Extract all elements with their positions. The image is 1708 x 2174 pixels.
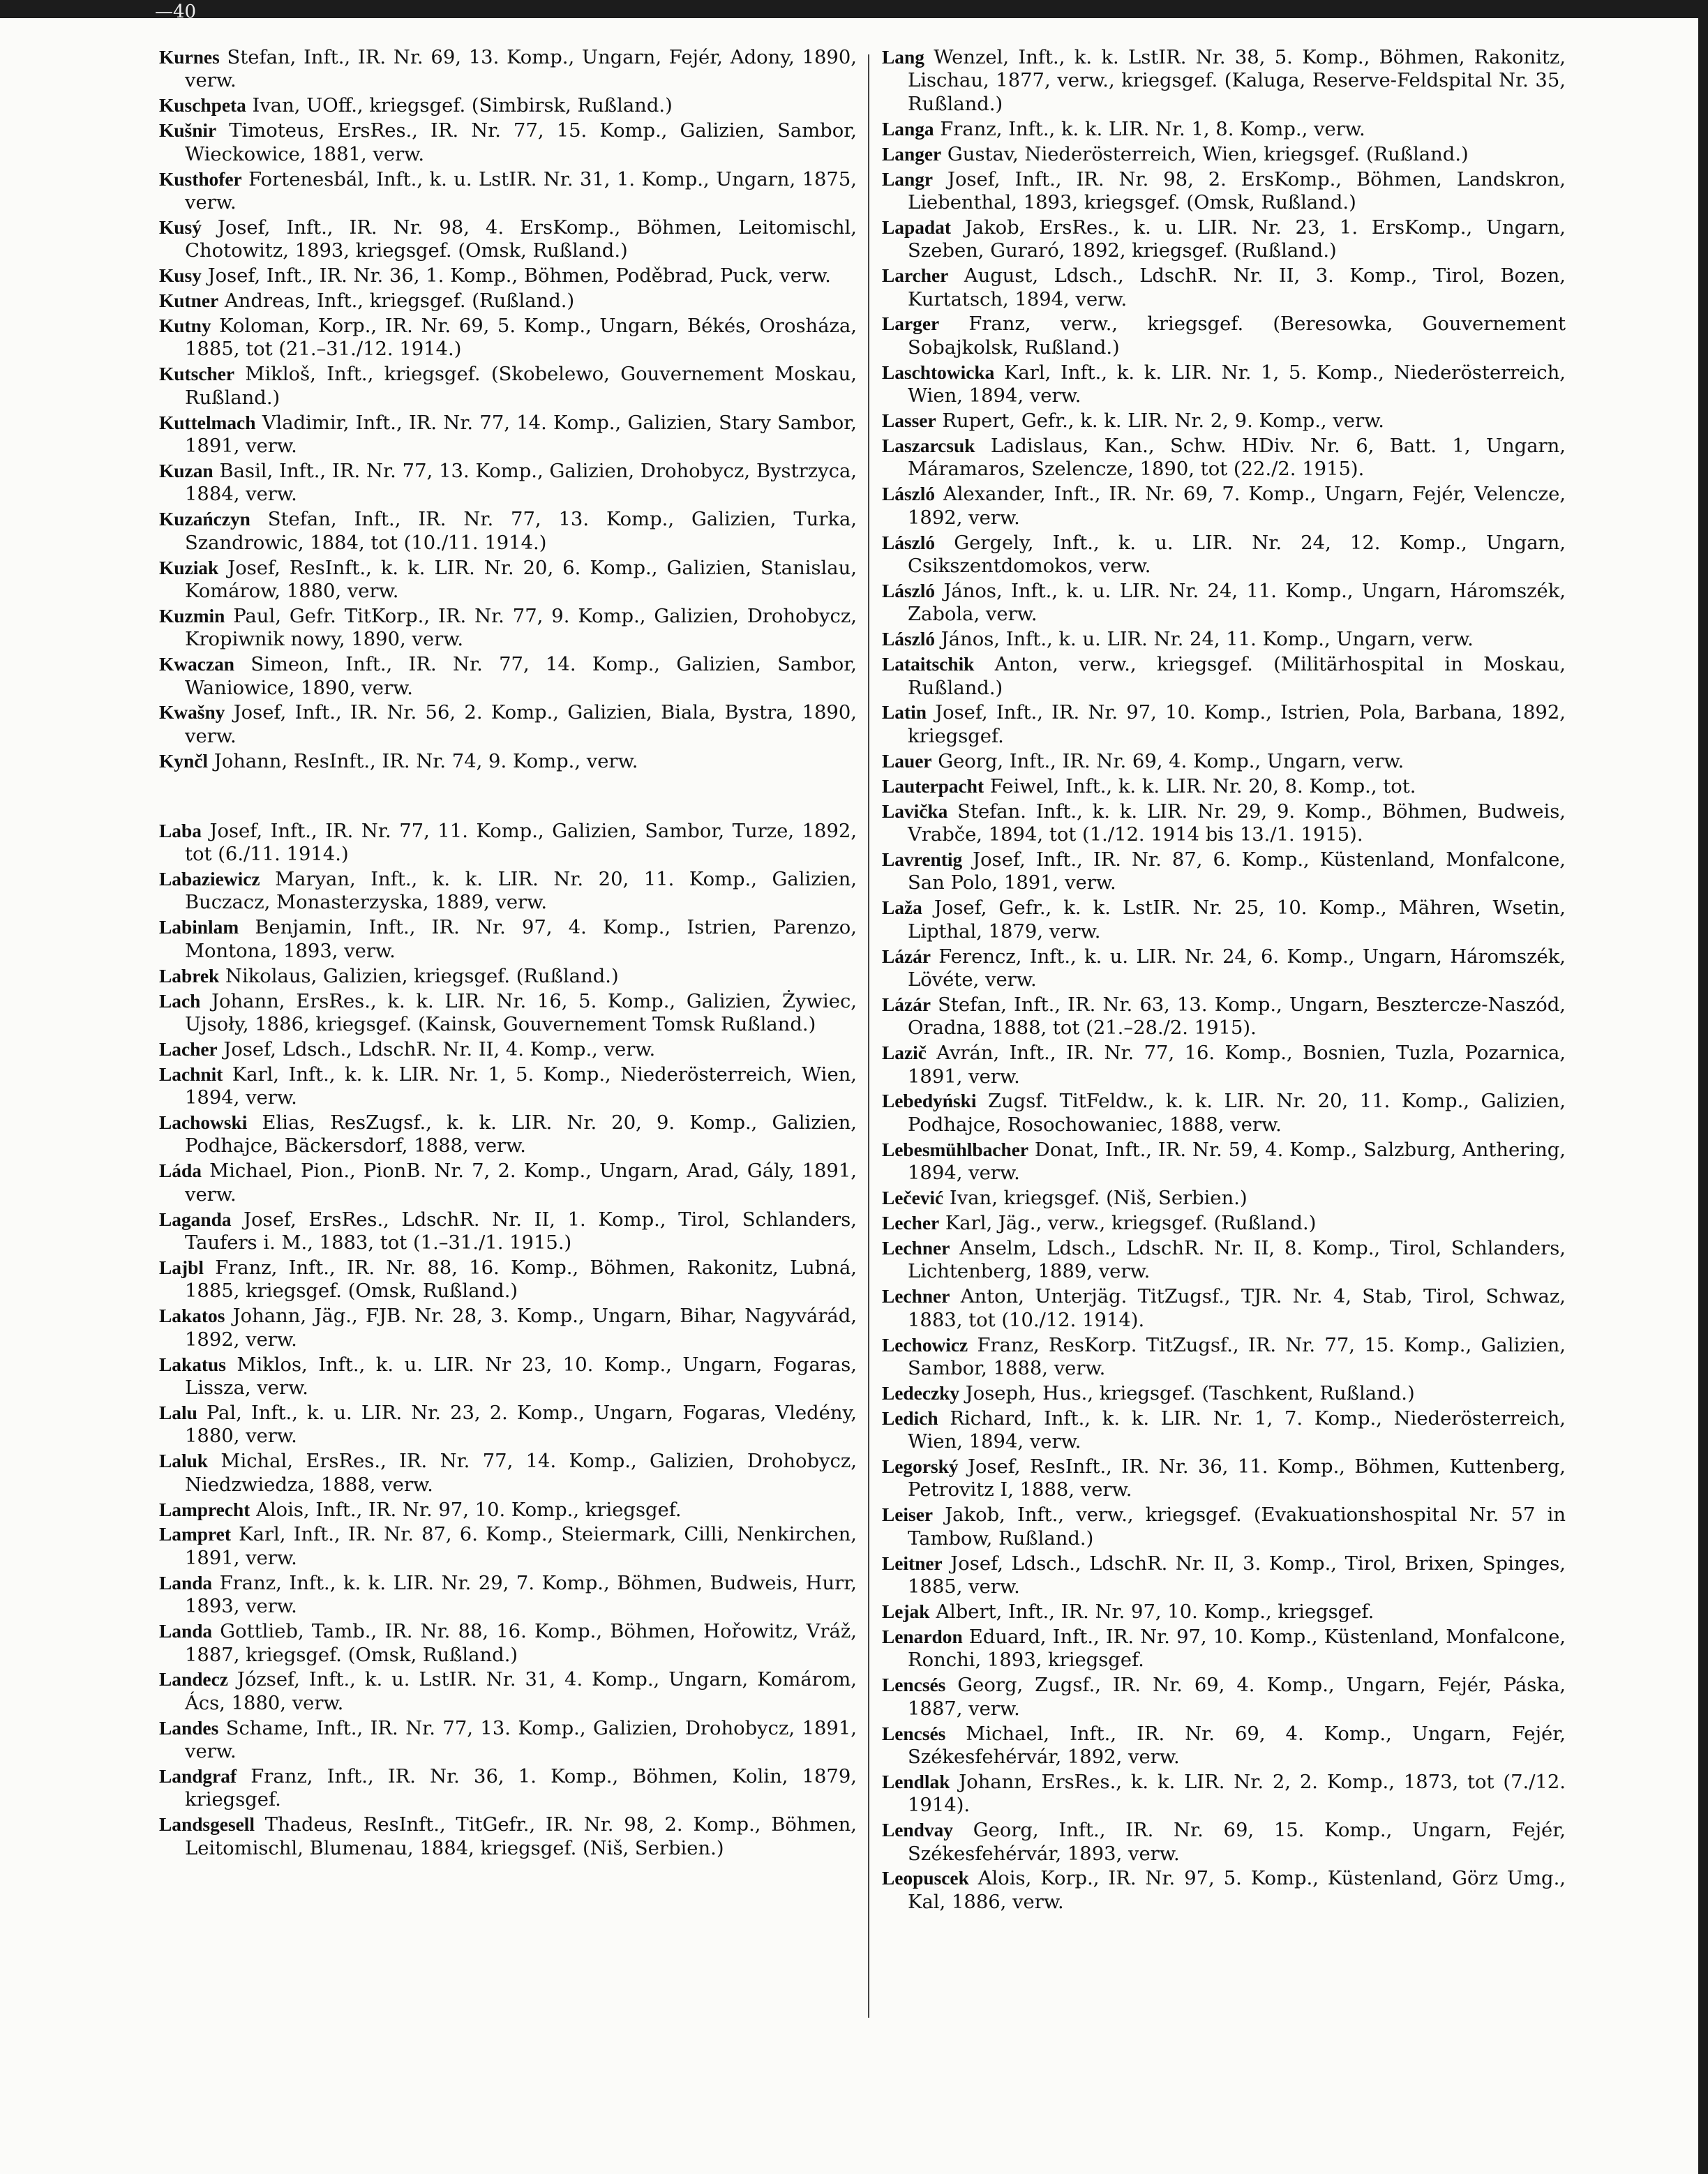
entry-surname: Langr (882, 168, 934, 190)
entry-surname: Lang (882, 47, 924, 68)
entry-details: Feiwel, Inft., k. k. LIR. Nr. 20, 8. Komp., tot. (984, 775, 1416, 797)
casualty-entry (159, 460, 857, 507)
entry-surname: Lebedyński (882, 1090, 977, 1112)
entry-surname: Lencsés (882, 1723, 946, 1744)
entry-details: Schame, Inft., IR. Nr. 77, 13. Komp., Galizien, Drohobycz, 1891, verw. (185, 1717, 857, 1763)
entry-details: Georg, Zugsf., IR. Nr. 69, 4. Komp., Ungarn, Fejér, Páska, 1887, verw. (908, 1674, 1566, 1720)
entry-surname: Lázár (882, 945, 931, 967)
entry-details: Donat, Inft., IR. Nr. 59, 4. Komp., Salzburg, Anthering, 1894, verw. (908, 1139, 1566, 1185)
casualty-entry (882, 1455, 1566, 1502)
casualty-entry (882, 1819, 1566, 1866)
casualty-entry (882, 1723, 1566, 1769)
entry-details: Simeon, Inft., IR. Nr. 77, 14. Komp., Galizien, Sambor, Waniowice, 1890, verw. (185, 654, 857, 699)
scan-border-top (0, 0, 1708, 18)
entry-details: Franz, Inft., IR. Nr. 88, 16. Komp., Böhmen, Rakonitz, Lubná, 1885, kriegsgef. (Omsk, Rußland.) (185, 1257, 857, 1303)
casualty-entry (159, 1620, 857, 1667)
entry-details: August, Ldsch., LdschR. Nr. II, 3. Komp., Tirol, Bozen, Kurtatsch, 1894, verw. (908, 265, 1566, 310)
entry-surname: Kuzmin (159, 605, 225, 627)
casualty-entry (159, 119, 857, 166)
casualty-entry (882, 945, 1566, 992)
entry-details: Andreas, Inft., kriegsgef. (Rußland.) (218, 290, 575, 313)
entry-surname: Landsgesell (159, 1814, 255, 1836)
casualty-entry (159, 916, 857, 963)
entry-details: Gustav, Niederösterreich, Wien, kriegsgef. (Rußland.) (941, 143, 1469, 165)
entry-surname: Lajbl (159, 1257, 204, 1278)
casualty-entry (882, 750, 1566, 773)
entry-surname: Lavička (882, 800, 948, 822)
entry-surname: Landa (159, 1572, 213, 1594)
entry-surname: Laluk (159, 1450, 209, 1472)
entry-details: Vladimir, Inft., IR. Nr. 77, 14. Komp., Galizien, Stary Sambor, 1891, verw. (185, 412, 857, 457)
entry-details: Benjamin, Inft., IR. Nr. 97, 4. Komp., Istrien, Parenzo, Montona, 1893, verw. (185, 917, 857, 962)
casualty-entry (882, 1237, 1566, 1284)
entry-surname: László (882, 483, 936, 505)
entry-details: Rupert, Gefr., k. k. LIR. Nr. 2, 9. Komp., verw. (936, 410, 1385, 433)
entry-surname: Leopuscek (882, 1868, 969, 1889)
entry-details: Josef, Inft., IR. Nr. 98, 2. ErsKomp., Böhmen, Landskron, Liebenthal, 1893, kriegsgef. (Omsk, Rußland.) (908, 168, 1566, 213)
casualty-entry (882, 168, 1566, 215)
entry-surname: Kuttelmach (159, 412, 256, 433)
entry-details: Stefan, Inft., IR. Nr. 77, 13. Komp., Galizien, Turka, Szandrowic, 1884, tot (10./11. 1914.) (185, 509, 857, 554)
casualty-entry (159, 1450, 857, 1497)
casualty-entry (882, 1212, 1566, 1235)
entry-details: József, Inft., k. u. LstIR. Nr. 31, 4. Komp., Ungarn, Komárom, Ács, 1880, verw. (185, 1669, 857, 1714)
entry-details: Ivan, kriegsgef. (Niš, Serbien.) (943, 1187, 1248, 1210)
casualty-entry (882, 410, 1566, 433)
entry-details: Anselm, Ldsch., LdschR. Nr. II, 8. Komp., Tirol, Schlanders, Lichtenberg, 1889, verw. (908, 1237, 1566, 1283)
entry-surname: Landes (159, 1717, 219, 1739)
entry-details: Zugsf. TitFeldw., k. k. LIR. Nr. 20, 11. Komp., Galizien, Podhajce, Rosochowaniec, 1888, verw. (908, 1090, 1566, 1136)
casualty-entry (882, 628, 1566, 651)
entry-surname: Kuzan (159, 460, 214, 481)
entry-surname: Lapadat (882, 216, 951, 238)
casualty-entry (159, 820, 857, 867)
entry-surname: Labinlam (159, 917, 239, 938)
casualty-entry (882, 143, 1566, 166)
casualty-entry (159, 1038, 857, 1061)
entry-surname: Lalu (159, 1402, 197, 1423)
casualty-entry (882, 848, 1566, 895)
entry-details: Basil, Inft., IR. Nr. 77, 13. Komp., Galizien, Drohobycz, Bystrzyca, 1884, verw. (185, 460, 857, 506)
casualty-entry (159, 1523, 857, 1570)
entry-surname: Kwašny (159, 702, 225, 724)
entry-surname: Kusthofer (159, 168, 242, 190)
entry-details: Joseph, Hus., kriegsgef. (Taschkent, Rußland.) (959, 1382, 1415, 1404)
casualty-entry (882, 483, 1566, 530)
casualty-entry (882, 361, 1566, 408)
casualty-entry (882, 1090, 1566, 1137)
entry-details: Ladislaus, Kan., Schw. HDiv. Nr. 6, Batt. 1, Ungarn, Máramaros, Szelencze, 1890, tot (22./2. 1915). (908, 435, 1566, 481)
right-column (882, 46, 1566, 1916)
casualty-entry (882, 264, 1566, 311)
entry-surname: Kutner (159, 290, 219, 312)
entry-details: Elias, ResZugsf., k. k. LIR. Nr. 20, 9. Komp., Galizien, Podhajce, Bäckersdorf, 1888, verw. (185, 1112, 857, 1157)
entry-details: Eduard, Inft., IR. Nr. 97, 10. Komp., Küstenland, Monfalcone, Ronchi, 1893, kriegsgef. (908, 1626, 1566, 1672)
entry-surname: Kuzańczyn (159, 509, 250, 530)
entry-details: Michael, Pion., PionB. Nr. 7, 2. Komp., Ungarn, Arad, Gály, 1891, verw. (185, 1160, 857, 1206)
entry-surname: Labaziewicz (159, 869, 260, 890)
casualty-entry (159, 1402, 857, 1448)
casualty-entry (882, 1334, 1566, 1381)
entry-surname: Kuschpeta (159, 95, 246, 117)
entry-details: Maryan, Inft., k. k. LIR. Nr. 20, 11. Komp., Galizien, Buczacz, Monasterzyska, 1889, verw. (185, 869, 857, 914)
entry-surname: Langer (882, 143, 942, 165)
casualty-entry (159, 315, 857, 361)
casualty-entry (159, 168, 857, 215)
entry-details: Ferencz, Inft., k. u. LIR. Nr. 24, 6. Komp., Ungarn, Háromszék, Lövéte, verw. (908, 945, 1566, 991)
entry-surname: Lendvay (882, 1820, 953, 1841)
entry-surname: Kusý (159, 216, 202, 238)
section-gap (159, 775, 857, 820)
entry-surname: Leitner (882, 1552, 943, 1574)
casualty-entry (159, 750, 857, 773)
entry-surname: Lencsés (882, 1674, 946, 1696)
entry-surname: Landgraf (159, 1766, 237, 1787)
entry-surname: Lampret (159, 1524, 231, 1545)
casualty-entry (159, 557, 857, 604)
casualty-entry (159, 1765, 857, 1812)
entry-surname: László (882, 532, 936, 553)
entry-details: Johann, ErsRes., k. k. LIR. Nr. 2, 2. Komp., 1873, tot (7./12. 1914). (908, 1771, 1566, 1817)
casualty-entry (159, 653, 857, 700)
entry-details: Nikolaus, Galizien, kriegsgef. (Rußland.) (219, 965, 619, 987)
casualty-entry (159, 46, 857, 93)
entry-details: Karl, Inft., k. k. LIR. Nr. 1, 5. Komp., Niederösterreich, Wien, 1894, verw. (908, 361, 1566, 407)
entry-details: Jakob, ErsRes., k. u. LIR. Nr. 23, 1. ErsKomp., Ungarn, Szeben, Guraró, 1892, kriegsgef. (Rußland.) (908, 216, 1566, 262)
casualty-entry (882, 1407, 1566, 1454)
entry-surname: Laža (882, 897, 922, 919)
entry-surname: Lejak (882, 1601, 930, 1622)
casualty-entry (159, 701, 857, 748)
entry-details: Gergely, Inft., k. u. LIR. Nr. 24, 12. Komp., Ungarn, Csikszentdomokos, verw. (908, 532, 1566, 578)
casualty-entry (159, 1668, 857, 1715)
entry-details: Josef, ErsRes., LdschR. Nr. II, 1. Komp., Tirol, Schlanders, Taufers i. M., 1883, tot (1.–31./1. 1915.) (185, 1208, 857, 1254)
entry-surname: László (882, 629, 936, 650)
entry-surname: Kurnes (159, 47, 220, 68)
column-divider (868, 54, 869, 2018)
casualty-entry (882, 532, 1566, 578)
entry-details: János, Inft., k. u. LIR. Nr. 24, 11. Komp., Ungarn, Háromszék, Zabola, verw. (908, 580, 1566, 626)
casualty-entry (882, 1552, 1566, 1599)
entry-surname: Leiser (882, 1504, 934, 1526)
entry-surname: Langa (882, 118, 934, 140)
entry-surname: Kusy (159, 265, 202, 287)
entry-surname: Kutny (159, 315, 211, 336)
casualty-entry (882, 1042, 1566, 1088)
casualty-entry (159, 412, 857, 458)
entry-details: Miklos, Inft., k. u. LIR. Nr 23, 10. Komp., Ungarn, Fogaras, Lissza, verw. (185, 1354, 857, 1400)
entry-details: Franz, Inft., k. k. LIR. Nr. 1, 8. Komp., verw. (934, 118, 1365, 140)
entry-surname: Lach (159, 990, 201, 1012)
entry-details: Paul, Gefr. TitKorp., IR. Nr. 77, 9. Komp., Galizien, Drohobycz, Kropiwnik nowy, 1890, verw. (185, 605, 857, 651)
left-column (159, 46, 857, 1862)
casualty-entry (882, 994, 1566, 1040)
entry-surname: Lechner (882, 1237, 950, 1259)
entry-surname: Ledich (882, 1407, 938, 1429)
scan-border-right (1698, 0, 1708, 2174)
entry-details: Karl, Inft., IR. Nr. 87, 6. Komp., Steiermark, Cilli, Nenkirchen, 1891, verw. (185, 1524, 857, 1569)
casualty-entry (882, 1867, 1566, 1914)
entry-surname: Kuziak (159, 557, 219, 578)
casualty-entry (882, 435, 1566, 481)
entry-details: Johann, Jäg., FJB. Nr. 28, 3. Komp., Ungarn, Bihar, Nagyvárád, 1892, verw. (185, 1305, 857, 1351)
entry-surname: Lecher (882, 1213, 940, 1234)
entry-surname: Lacher (159, 1038, 218, 1060)
entry-details: Josef, Inft., IR. Nr. 97, 10. Komp., Istrien, Pola, Barbana, 1892, kriegsgef. (908, 702, 1566, 747)
entry-details: Josef, ResInft., k. k. LIR. Nr. 20, 6. Komp., Galizien, Stanislau, Komárow, 1880, verw. (185, 557, 857, 602)
casualty-entry (159, 264, 857, 287)
entry-details: Franz, verw., kriegsgef. (Beresowka, Gouvernement Sobajkolsk, Rußland.) (908, 313, 1566, 359)
casualty-entry (882, 1771, 1566, 1817)
page-number: —40 (155, 1, 197, 22)
casualty-entry (159, 363, 857, 410)
casualty-entry (159, 1257, 857, 1303)
entry-details: Stefan, Inft., IR. Nr. 63, 13. Komp., Ungarn, Besztercze-Naszód, Oradna, 1888, tot (21.–28./2. 1915). (908, 994, 1566, 1040)
entry-surname: Lechner (882, 1286, 950, 1307)
entry-surname: Lauterpacht (882, 775, 984, 797)
entry-details: Timoteus, ErsRes., IR. Nr. 77, 15. Komp., Galizien, Sambor, Wieckowice, 1881, verw. (185, 120, 857, 165)
entry-details: Jakob, Inft., verw., kriegsgef. (Evakuationshospital Nr. 57 in Tambow, Rußland.) (908, 1504, 1566, 1550)
casualty-entry (882, 1285, 1566, 1332)
casualty-entry (159, 1111, 857, 1158)
casualty-entry (159, 965, 857, 988)
entry-surname: Lečević (882, 1187, 944, 1209)
entry-surname: Ledeczky (882, 1382, 960, 1404)
entry-details: Franz, ResKorp. TitZugsf., IR. Nr. 77, 15. Komp., Galizien, Sambor, 1888, verw. (908, 1334, 1566, 1379)
casualty-entry (159, 1063, 857, 1110)
entry-surname: Larcher (882, 265, 949, 287)
entry-details: Karl, Jäg., verw., kriegsgef. (Rußland.) (939, 1213, 1317, 1234)
entry-details: Johann, ErsRes., k. k. LIR. Nr. 16, 5. Komp., Galizien, Żywiec, Ujsoły, 1886, kriegsgef. (Kainsk, Gouvernement Tomsk Rußland.) (185, 990, 857, 1035)
entry-details: Gottlieb, Tamb., IR. Nr. 88, 16. Komp., Böhmen, Hořowitz, Vráž, 1887, kriegsgef. (Omsk, Rußland.) (185, 1621, 857, 1666)
entry-details: Thadeus, ResInft., TitGefr., IR. Nr. 98, 2. Komp., Böhmen, Leitomischl, Blumenau, 1884, kriegsgef. (Niš, Serbien.) (185, 1814, 857, 1859)
casualty-entry (882, 1382, 1566, 1405)
entry-surname: Lakatos (159, 1305, 225, 1327)
entry-surname: Lakatus (159, 1354, 226, 1375)
casualty-entry (882, 216, 1566, 263)
casualty-entry (882, 701, 1566, 748)
entry-surname: Lenardon (882, 1626, 963, 1647)
casualty-entry (159, 1354, 857, 1400)
entry-details: Michal, ErsRes., IR. Nr. 77, 14. Komp., Galizien, Drohobycz, Niedzwiedza, 1888, verw. (185, 1450, 857, 1496)
casualty-entry (159, 1813, 857, 1860)
entry-surname: Landa (159, 1621, 213, 1642)
entry-surname: Larger (882, 313, 940, 335)
casualty-entry (882, 775, 1566, 798)
casualty-entry (159, 508, 857, 555)
casualty-entry (159, 868, 857, 915)
entry-details: Mikloš, Inft., kriegsgef. (Skobelewo, Gouvernement Moskau, Rußland.) (185, 363, 857, 409)
entry-details: Josef, Inft., IR. Nr. 77, 11. Komp., Galizien, Sambor, Turze, 1892, tot (6./11. 1914.) (185, 820, 857, 866)
entry-surname: Kutscher (159, 363, 235, 385)
entry-surname: Kušnir (159, 120, 217, 142)
entry-details: Pal, Inft., k. u. LIR. Nr. 23, 2. Komp., Ungarn, Fogaras, Vledény, 1880, verw. (185, 1402, 857, 1448)
entry-details: Richard, Inft., k. k. LIR. Nr. 1, 7. Komp., Niederösterreich, Wien, 1894, verw. (908, 1407, 1566, 1453)
casualty-entry (882, 897, 1566, 943)
entry-surname: Laszarcsuk (882, 435, 975, 456)
casualty-entry (882, 1600, 1566, 1624)
entry-surname: Landecz (159, 1669, 228, 1691)
entry-details: Georg, Inft., IR. Nr. 69, 4. Komp., Ungarn, verw. (931, 750, 1404, 772)
casualty-entry (882, 1626, 1566, 1672)
entry-details: Johann, ResInft., IR. Nr. 74, 9. Komp., verw. (208, 750, 638, 772)
casualty-entry (882, 1187, 1566, 1210)
entry-surname: Lavrentig (882, 848, 963, 870)
casualty-entry (159, 1572, 857, 1619)
entry-details: Anton, verw., kriegsgef. (Militärhospital in Moskau, Rußland.) (908, 654, 1566, 699)
entry-details: Alexander, Inft., IR. Nr. 69, 7. Komp., Ungarn, Fejér, Velencze, 1892, verw. (908, 483, 1566, 529)
entry-surname: Lechowicz (882, 1334, 968, 1356)
entry-surname: Lachowski (159, 1112, 248, 1134)
entry-details: Ivan, UOff., kriegsgef. (Simbirsk, Rußland.) (246, 95, 673, 117)
entry-details: Albert, Inft., IR. Nr. 97, 10. Komp., kriegsgef. (929, 1601, 1374, 1623)
casualty-entry (159, 94, 857, 117)
casualty-entry (159, 1208, 857, 1255)
entry-surname: Lauer (882, 750, 932, 772)
entry-details: Alois, Inft., IR. Nr. 97, 10. Komp., kriegsgef. (250, 1499, 682, 1521)
casualty-entry (159, 1160, 857, 1206)
casualty-entry (159, 1305, 857, 1351)
entry-details: Josef, Ldsch., LdschR. Nr. II, 4. Komp., verw. (217, 1038, 656, 1060)
entry-details: Franz, Inft., k. k. LIR. Nr. 29, 7. Komp., Böhmen, Budweis, Hurr, 1893, verw. (185, 1572, 857, 1618)
entry-surname: Lendlak (882, 1771, 950, 1792)
entry-surname: Lázár (882, 994, 931, 1015)
casualty-entry (159, 290, 857, 313)
entry-details: Josef, Ldsch., LdschR. Nr. II, 3. Komp., Tirol, Brixen, Spinges, 1885, verw. (908, 1552, 1566, 1598)
entry-surname: Laganda (159, 1208, 232, 1230)
casualty-entry (882, 118, 1566, 141)
casualty-entry (882, 580, 1566, 627)
entry-details: Avrán, Inft., IR. Nr. 77, 16. Komp., Bosnien, Tuzla, Pozarnica, 1891, verw. (908, 1042, 1566, 1088)
entry-details: Josef, Inft., IR. Nr. 36, 1. Komp., Böhmen, Poděbrad, Puck, verw. (201, 265, 831, 287)
entry-surname: Lebesmühlbacher (882, 1139, 1029, 1160)
entry-details: Alois, Korp., IR. Nr. 97, 5. Komp., Küstenland, Görz Umg., Kal, 1886, verw. (908, 1868, 1566, 1913)
entry-surname: Láda (159, 1160, 202, 1182)
entry-details: János, Inft., k. u. LIR. Nr. 24, 11. Komp., Ungarn, verw. (935, 629, 1474, 651)
entry-details: Josef, Inft., IR. Nr. 87, 6. Komp., Küstenland, Monfalcone, San Polo, 1891, verw. (908, 848, 1566, 894)
entry-details: Stefan. Inft., k. k. LIR. Nr. 29, 9. Komp., Böhmen, Budweis, Vrabče, 1894, tot (1./12. 1914 bis 13./1. 1915). (908, 800, 1566, 846)
casualty-entry (159, 1499, 857, 1522)
entry-details: Georg, Inft., IR. Nr. 69, 15. Komp., Ungarn, Fejér, Székesfehérvár, 1893, verw. (908, 1820, 1566, 1865)
casualty-entry (882, 1504, 1566, 1550)
entry-details: Josef, Gefr., k. k. LstIR. Nr. 25, 10. Komp., Mähren, Wsetin, Lipthal, 1879, verw. (908, 897, 1566, 943)
entry-details: Josef, Inft., IR. Nr. 98, 4. ErsKomp., Böhmen, Leitomischl, Chotowitz, 1893, kriegsgef. (Omsk, Rußland.) (185, 216, 857, 262)
entry-details: Josef, Inft., IR. Nr. 56, 2. Komp., Galizien, Biala, Bystra, 1890, verw. (185, 702, 857, 747)
entry-details: Stefan, Inft., IR. Nr. 69, 13. Komp., Ungarn, Fejér, Adony, 1890, verw. (185, 47, 857, 92)
casualty-entry (882, 1139, 1566, 1185)
entry-details: Karl, Inft., k. k. LIR. Nr. 1, 5. Komp., Niederösterreich, Wien, 1894, verw. (185, 1063, 857, 1109)
entry-surname: Kwaczan (159, 654, 235, 675)
entry-surname: Lazič (882, 1042, 927, 1064)
entry-surname: László (882, 580, 936, 601)
casualty-entry (882, 313, 1566, 359)
entry-details: Franz, Inft., IR. Nr. 36, 1. Komp., Böhmen, Kolin, 1879, kriegsgef. (185, 1766, 857, 1811)
entry-surname: Laschtowicka (882, 361, 995, 383)
entry-surname: Laba (159, 820, 202, 841)
entry-surname: Kynčl (159, 750, 209, 772)
entry-details: Fortenesbál, Inft., k. u. LstIR. Nr. 31, 1. Komp., Ungarn, 1875, verw. (185, 168, 857, 213)
entry-surname: Lamprecht (159, 1499, 250, 1520)
casualty-entry (159, 605, 857, 652)
entry-details: Koloman, Korp., IR. Nr. 69, 5. Komp., Ungarn, Békés, Orosháza, 1885, tot (21.–31./12. 1914.) (185, 315, 857, 361)
casualty-entry (882, 800, 1566, 847)
casualty-entry (159, 1717, 857, 1764)
entry-details: Michael, Inft., IR. Nr. 69, 4. Komp., Ungarn, Fejér, Székesfehérvár, 1892, verw. (908, 1723, 1566, 1768)
entry-surname: Latin (882, 702, 927, 724)
entry-details: Anton, Unterjäg. TitZugsf., TJR. Nr. 4, Stab, Tirol, Schwaz, 1883, tot (10./12. 1914). (908, 1286, 1566, 1331)
entry-details: Josef, ResInft., IR. Nr. 36, 11. Komp., Böhmen, Kuttenberg, Petrovitz I, 1888, verw. (908, 1456, 1566, 1501)
entry-surname: Labrek (159, 965, 220, 987)
casualty-entry (882, 1674, 1566, 1721)
casualty-entry (882, 46, 1566, 116)
entry-details: Wenzel, Inft., k. k. LstIR. Nr. 38, 5. Komp., Böhmen, Rakonitz, Lischau, 1877, verw., kriegsgef. (Kaluga, Reserve-Feldspital Nr. 35, Rußland.) (908, 47, 1566, 115)
entry-surname: Legorský (882, 1456, 959, 1478)
casualty-entry (159, 216, 857, 263)
entry-surname: Lataitschik (882, 654, 975, 675)
entry-surname: Lachnit (159, 1063, 223, 1085)
casualty-entry (882, 653, 1566, 700)
casualty-entry (159, 990, 857, 1037)
entry-surname: Lasser (882, 410, 936, 432)
